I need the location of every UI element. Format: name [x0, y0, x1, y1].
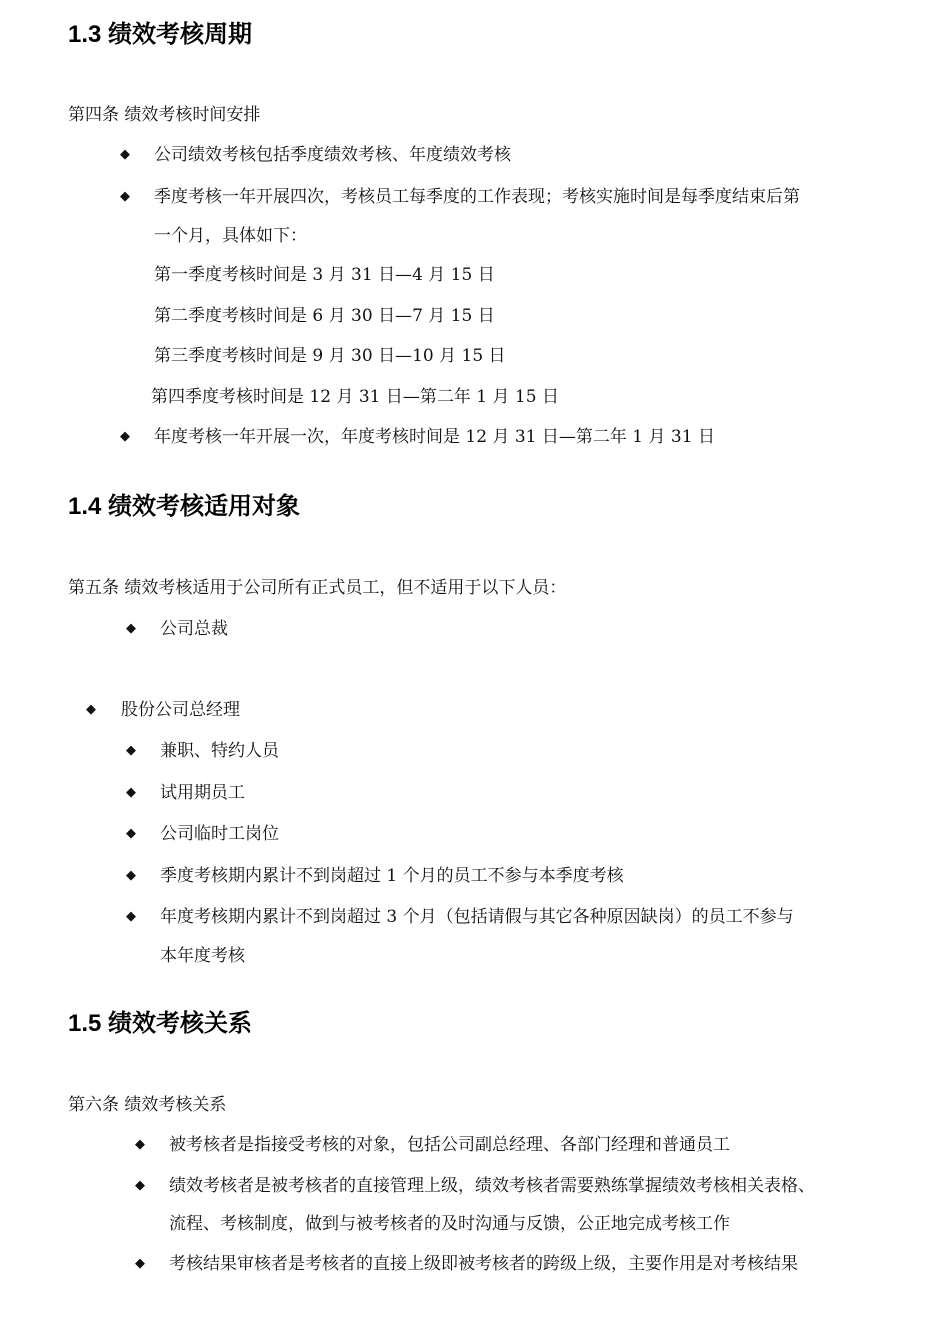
schedule-line: 第四季度考核时间是 12 月 31 日—第二年 1 月 15 日: [151, 387, 559, 407]
list-item: 试用期员工: [160, 783, 245, 803]
bullet-icon: ◆: [135, 1178, 145, 1193]
bullet-icon: ◆: [126, 909, 136, 924]
schedule-line: 第三季度考核时间是 9 月 30 日—10 月 15 日: [154, 346, 506, 366]
list-item-continuation: 一个月，具体如下：: [154, 226, 307, 246]
bullet-icon: ◆: [126, 621, 136, 636]
bullet-icon: ◆: [135, 1137, 145, 1152]
bullet-icon: ◆: [120, 189, 130, 204]
section-heading-1-4: 1.4 绩效考核适用对象: [68, 493, 301, 520]
article-5: 第五条 绩效考核适用于公司所有正式员工，但不适用于以下人员：: [68, 578, 567, 598]
section-heading-1-5: 1.5 绩效考核关系: [68, 1010, 253, 1037]
list-item: 季度考核期内累计不到岗超过 1 个月的员工不参与本季度考核: [160, 866, 624, 886]
list-item: 公司临时工岗位: [160, 824, 279, 844]
bullet-icon: ◆: [126, 785, 136, 800]
bullet-icon: ◆: [120, 147, 130, 162]
list-item: 被考核者是指接受考核的对象，包括公司副总经理、各部门经理和普通员工: [169, 1135, 730, 1155]
bullet-icon: ◆: [120, 429, 130, 444]
bullet-icon: ◆: [135, 1256, 145, 1271]
list-item: 季度考核一年开展四次，考核员工每季度的工作表现；考核实施时间是每季度结束后第: [154, 187, 800, 207]
list-item: 股份公司总经理: [121, 700, 240, 720]
list-item: 兼职、特约人员: [160, 741, 279, 761]
list-item: 公司绩效考核包括季度绩效考核、年度绩效考核: [154, 145, 511, 165]
list-item: 考核结果审核者是考核者的直接上级即被考核者的跨级上级，主要作用是对考核结果: [169, 1254, 798, 1274]
bullet-icon: ◆: [86, 702, 96, 717]
schedule-line: 第二季度考核时间是 6 月 30 日—7 月 15 日: [154, 306, 495, 326]
bullet-icon: ◆: [126, 826, 136, 841]
bullet-icon: ◆: [126, 868, 136, 883]
article-6: 第六条 绩效考核关系: [68, 1095, 227, 1115]
article-4: 第四条 绩效考核时间安排: [68, 105, 261, 125]
list-item: 绩效考核者是被考核者的直接管理上级，绩效考核者需要熟练掌握绩效考核相关表格、: [169, 1176, 815, 1196]
list-item: 年度考核一年开展一次，年度考核时间是 12 月 31 日—第二年 1 月 31 日: [154, 427, 715, 447]
schedule-line: 第一季度考核时间是 3 月 31 日—4 月 15 日: [154, 265, 495, 285]
list-item: 年度考核期内累计不到岗超过 3 个月（包括请假与其它各种原因缺岗）的员工不参与: [160, 907, 794, 927]
section-heading-1-3: 1.3 绩效考核周期: [68, 21, 253, 48]
list-item-continuation: 流程、考核制度，做到与被考核者的及时沟通与反馈，公正地完成考核工作: [169, 1214, 730, 1234]
bullet-icon: ◆: [126, 743, 136, 758]
list-item-continuation: 本年度考核: [160, 946, 245, 966]
list-item: 公司总裁: [160, 619, 228, 639]
